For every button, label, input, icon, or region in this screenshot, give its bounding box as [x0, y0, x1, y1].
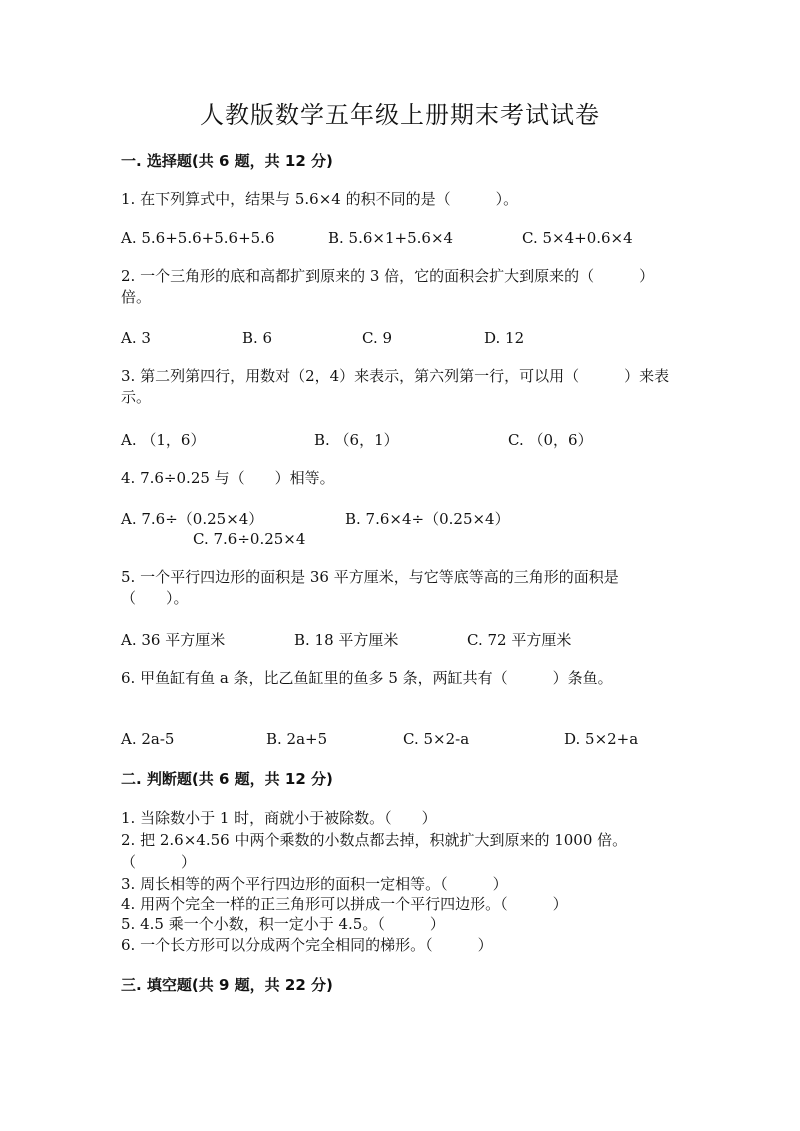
- judge-question-2-blank: （ ）: [121, 853, 197, 871]
- exam-title: 人教版数学五年级上册期末考试试卷: [200, 101, 600, 129]
- judge-question-1: 1. 当除数小于 1 时，商就小于被除数。（ ）: [121, 809, 437, 827]
- judge-question-3: 3. 周长相等的两个平行四边形的面积一定相等。（ ）: [121, 875, 508, 893]
- judge-question-2: 2. 把 2.6×4.56 中两个乘数的小数点都去掉，积就扩大到原来的 1000 倍。: [121, 831, 628, 849]
- choice-question-3: 3. 第二列第四行，用数对（2，4）来表示，第六列第一行，可以用（ ）来表示。: [121, 367, 670, 406]
- choice-question-2: 2. 一个三角形的底和高都扩到原来的 3 倍，它的面积会扩大到原来的（ ）倍。: [121, 267, 655, 306]
- q2-option-c: C. 9: [362, 329, 393, 347]
- q4-option-a: A. 7.6÷（0.25×4）: [121, 510, 264, 528]
- q1-option-b: B. 5.6×1+5.6×4: [328, 229, 454, 247]
- q2-option-b: B. 6: [242, 329, 273, 347]
- q6-option-b: B. 2a+5: [266, 730, 328, 748]
- q5-option-a: A. 36 平方厘米: [121, 631, 226, 649]
- section-heading-fill: 三. 填空题(共 9 题，共 22 分): [121, 976, 333, 994]
- choice-question-5: 5. 一个平行四边形的面积是 36 平方厘米，与它等底等高的三角形的面积是（ ）。: [121, 568, 619, 607]
- q3-option-c: C. （0，6）: [508, 431, 593, 449]
- q5-option-c: C. 72 平方厘米: [467, 631, 572, 649]
- q5-option-b: B. 18 平方厘米: [294, 631, 399, 649]
- section-heading-choice: 一. 选择题(共 6 题，共 12 分): [121, 152, 333, 170]
- judge-question-5: 5. 4.5 乘一个小数，积一定小于 4.5。（ ）: [121, 915, 445, 933]
- q3-option-b: B. （6，1）: [314, 431, 399, 449]
- q1-option-a: A. 5.6+5.6+5.6+5.6: [121, 229, 275, 247]
- q2-option-a: A. 3: [121, 329, 151, 347]
- judge-question-6: 6. 一个长方形可以分成两个完全相同的梯形。（ ）: [121, 936, 493, 954]
- q1-option-c: C. 5×4+0.6×4: [522, 229, 633, 247]
- choice-question-1: 1. 在下列算式中，结果与 5.6×4 的积不同的是（ ）。: [121, 190, 519, 208]
- judge-question-4: 4. 用两个完全一样的正三角形可以拼成一个平行四边形。（ ）: [121, 895, 568, 913]
- choice-question-6: 6. 甲鱼缸有鱼 a 条，比乙鱼缸里的鱼多 5 条，两缸共有（ ）条鱼。: [121, 669, 613, 687]
- q6-option-a: A. 2a-5: [121, 730, 175, 748]
- choice-question-4: 4. 7.6÷0.25 与（ ）相等。: [121, 469, 335, 487]
- q6-option-d: D. 5×2+a: [564, 730, 639, 748]
- q4-option-b: B. 7.6×4÷（0.25×4）: [345, 510, 510, 528]
- q4-option-c: C. 7.6÷0.25×4: [193, 530, 306, 548]
- q3-option-a: A. （1，6）: [121, 431, 206, 449]
- section-heading-judge: 二. 判断题(共 6 题，共 12 分): [121, 770, 333, 788]
- q2-option-d: D. 12: [484, 329, 525, 347]
- q6-option-c: C. 5×2-a: [403, 730, 470, 748]
